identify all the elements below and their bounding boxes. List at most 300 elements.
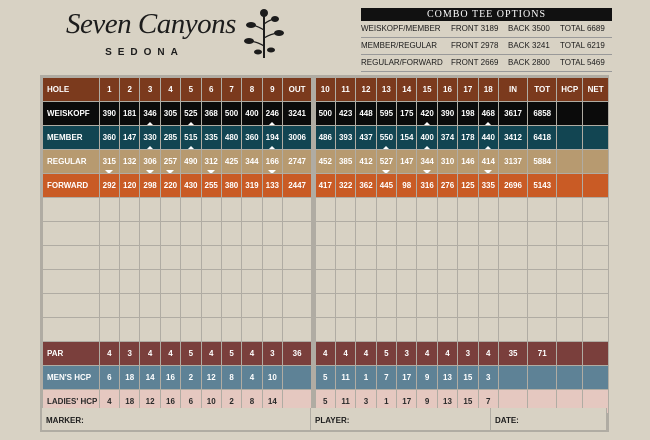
score-cell: 35 bbox=[499, 342, 527, 365]
score-cell[interactable] bbox=[263, 198, 282, 221]
score-cell[interactable] bbox=[100, 294, 119, 317]
score-cell[interactable] bbox=[283, 246, 311, 269]
score-cell: 147 bbox=[120, 126, 139, 149]
score-cell[interactable] bbox=[283, 270, 311, 293]
score-cell[interactable] bbox=[479, 318, 498, 341]
score-cell[interactable] bbox=[140, 318, 159, 341]
score-cell[interactable] bbox=[263, 270, 282, 293]
divider bbox=[312, 270, 314, 293]
score-cell[interactable] bbox=[242, 222, 261, 245]
score-cell: 4 bbox=[438, 342, 457, 365]
score-cell: 425 bbox=[222, 150, 241, 173]
score-cell: 8 bbox=[242, 78, 261, 101]
score-cell: 448 bbox=[356, 102, 375, 125]
score-cell[interactable] bbox=[202, 318, 221, 341]
score-cell[interactable] bbox=[417, 246, 436, 269]
score-cell: 4 bbox=[161, 342, 180, 365]
score-cell: 3 bbox=[479, 366, 498, 389]
score-cell: 2 bbox=[222, 390, 241, 413]
score-cell[interactable] bbox=[242, 246, 261, 269]
score-cell[interactable] bbox=[397, 198, 416, 221]
score-cell: 374 bbox=[438, 126, 457, 149]
logo bbox=[62, 8, 236, 64]
score-cell: 2696 bbox=[499, 174, 527, 197]
score-cell: 15 bbox=[417, 78, 436, 101]
score-cell: 390 bbox=[438, 102, 457, 125]
row-label[interactable] bbox=[43, 222, 99, 245]
score-cell: 246 bbox=[263, 102, 282, 125]
score-cell: 6418 bbox=[528, 126, 556, 149]
score-cell: 36 bbox=[283, 342, 311, 365]
score-cell[interactable] bbox=[499, 270, 527, 293]
score-cell[interactable] bbox=[356, 246, 375, 269]
hole-header-row bbox=[43, 78, 608, 101]
score-cell[interactable] bbox=[458, 246, 477, 269]
score-cell bbox=[557, 126, 582, 149]
score-cell[interactable] bbox=[283, 318, 311, 341]
marker-field[interactable]: MARKER: bbox=[42, 408, 311, 430]
score-cell: 5 bbox=[181, 78, 200, 101]
score-cell: 437 bbox=[356, 126, 375, 149]
score-cell: 7 bbox=[222, 78, 241, 101]
score-cell: 1 bbox=[356, 366, 375, 389]
score-cell[interactable] bbox=[528, 318, 556, 341]
divider bbox=[312, 318, 314, 341]
score-cell[interactable] bbox=[140, 198, 159, 221]
score-cell[interactable] bbox=[263, 246, 282, 269]
score-cell[interactable] bbox=[316, 294, 335, 317]
score-cell[interactable] bbox=[120, 198, 139, 221]
score-cell: 346 bbox=[140, 102, 159, 125]
score-cell[interactable] bbox=[356, 294, 375, 317]
score-cell: 2 bbox=[120, 78, 139, 101]
score-cell: 380 bbox=[222, 174, 241, 197]
score-cell[interactable] bbox=[161, 270, 180, 293]
score-cell[interactable] bbox=[140, 222, 159, 245]
score-cell: 132 bbox=[120, 150, 139, 173]
score-cell: 4 bbox=[161, 78, 180, 101]
score-cell[interactable] bbox=[438, 246, 457, 269]
score-cell[interactable] bbox=[479, 294, 498, 317]
score-cell[interactable] bbox=[161, 246, 180, 269]
score-cell[interactable] bbox=[242, 318, 261, 341]
score-cell[interactable] bbox=[100, 246, 119, 269]
combo-back: BACK 2800 bbox=[508, 58, 550, 67]
score-cell[interactable] bbox=[377, 318, 396, 341]
score-cell: 10 bbox=[316, 78, 335, 101]
scorecard-table bbox=[42, 77, 609, 414]
score-cell: 500 bbox=[316, 102, 335, 125]
score-cell[interactable] bbox=[181, 246, 200, 269]
score-cell[interactable] bbox=[336, 198, 355, 221]
row-label: LADIES' HCP bbox=[43, 390, 99, 413]
score-cell: 9 bbox=[417, 366, 436, 389]
score-cell: 452 bbox=[316, 150, 335, 173]
score-cell bbox=[583, 150, 608, 173]
score-cell bbox=[583, 342, 608, 365]
score-cell[interactable] bbox=[438, 318, 457, 341]
score-cell[interactable] bbox=[100, 318, 119, 341]
score-cell: 4 bbox=[316, 342, 335, 365]
row-label: REGULAR bbox=[43, 150, 99, 173]
tee-row bbox=[43, 174, 608, 197]
combo-name: REGULAR/FORWARD bbox=[361, 58, 443, 67]
score-cell[interactable] bbox=[583, 198, 608, 221]
score-cell[interactable] bbox=[263, 222, 282, 245]
score-cell: 14 bbox=[263, 390, 282, 413]
row-label: HOLE bbox=[43, 78, 99, 101]
score-cell[interactable] bbox=[120, 246, 139, 269]
score-cell[interactable] bbox=[458, 270, 477, 293]
score-cell[interactable] bbox=[397, 246, 416, 269]
score-cell: 166 bbox=[263, 150, 282, 173]
score-cell[interactable] bbox=[222, 294, 241, 317]
score-cell: 5 bbox=[316, 366, 335, 389]
score-cell[interactable] bbox=[458, 222, 477, 245]
row-label[interactable] bbox=[43, 246, 99, 269]
score-cell[interactable] bbox=[283, 198, 311, 221]
score-cell: 3137 bbox=[499, 150, 527, 173]
score-cell[interactable] bbox=[161, 318, 180, 341]
score-cell[interactable] bbox=[100, 198, 119, 221]
logo-subtitle: SEDONA bbox=[105, 47, 184, 58]
score-cell[interactable] bbox=[336, 294, 355, 317]
date-field[interactable]: DATE: bbox=[491, 408, 607, 430]
score-cell: 525 bbox=[181, 102, 200, 125]
score-cell: 12 bbox=[140, 390, 159, 413]
score-cell: 4 bbox=[417, 342, 436, 365]
score-cell[interactable] bbox=[397, 294, 416, 317]
score-cell[interactable] bbox=[356, 222, 375, 245]
score-cell: TOT bbox=[528, 78, 556, 101]
score-cell[interactable] bbox=[263, 294, 282, 317]
score-cell[interactable] bbox=[528, 222, 556, 245]
score-cell[interactable] bbox=[557, 198, 582, 221]
score-cell: 120 bbox=[120, 174, 139, 197]
score-cell: 71 bbox=[528, 342, 556, 365]
score-cell[interactable] bbox=[316, 198, 335, 221]
score-cell[interactable] bbox=[316, 318, 335, 341]
score-cell[interactable] bbox=[499, 222, 527, 245]
score-cell[interactable] bbox=[181, 294, 200, 317]
score-cell: 276 bbox=[438, 174, 457, 197]
combo-front: FRONT 3189 bbox=[451, 24, 499, 33]
score-cell bbox=[583, 366, 608, 389]
score-cell: 4 bbox=[242, 342, 261, 365]
score-cell[interactable] bbox=[583, 222, 608, 245]
score-cell[interactable] bbox=[583, 318, 608, 341]
score-cell[interactable] bbox=[377, 222, 396, 245]
score-cell: 368 bbox=[202, 102, 221, 125]
score-cell[interactable] bbox=[202, 294, 221, 317]
score-cell[interactable] bbox=[458, 198, 477, 221]
score-cell: 178 bbox=[458, 126, 477, 149]
score-cell: 5 bbox=[316, 390, 335, 413]
score-cell[interactable] bbox=[120, 318, 139, 341]
score-cell: 133 bbox=[263, 174, 282, 197]
score-cell[interactable] bbox=[120, 270, 139, 293]
score-cell: 315 bbox=[100, 150, 119, 173]
score-cell[interactable] bbox=[222, 198, 241, 221]
score-cell bbox=[583, 174, 608, 197]
row-label[interactable] bbox=[43, 198, 99, 221]
score-cell: 6 bbox=[202, 78, 221, 101]
score-cell: 9 bbox=[263, 78, 282, 101]
score-cell[interactable] bbox=[417, 222, 436, 245]
score-cell bbox=[283, 366, 311, 389]
score-cell[interactable] bbox=[100, 222, 119, 245]
score-cell: 527 bbox=[377, 150, 396, 173]
divider bbox=[312, 102, 314, 125]
score-cell[interactable] bbox=[161, 294, 180, 317]
combo-row bbox=[361, 55, 612, 72]
score-cell: 8 bbox=[222, 366, 241, 389]
score-cell: 344 bbox=[242, 150, 261, 173]
score-cell: 362 bbox=[356, 174, 375, 197]
score-cell[interactable] bbox=[356, 318, 375, 341]
score-cell[interactable] bbox=[528, 198, 556, 221]
score-cell: 480 bbox=[222, 126, 241, 149]
row-label: MEN'S HCP bbox=[43, 366, 99, 389]
score-cell: 11 bbox=[336, 390, 355, 413]
score-cell: 11 bbox=[336, 366, 355, 389]
score-entry-row bbox=[43, 270, 608, 293]
score-cell[interactable] bbox=[242, 198, 261, 221]
score-cell: 360 bbox=[100, 126, 119, 149]
score-cell: 14 bbox=[397, 78, 416, 101]
score-cell: 13 bbox=[438, 390, 457, 413]
score-cell: 4 bbox=[479, 342, 498, 365]
score-cell: 393 bbox=[336, 126, 355, 149]
score-cell: HCP bbox=[557, 78, 582, 101]
score-cell[interactable] bbox=[222, 222, 241, 245]
score-cell[interactable] bbox=[336, 318, 355, 341]
score-cell[interactable] bbox=[263, 318, 282, 341]
score-cell[interactable] bbox=[417, 198, 436, 221]
score-cell[interactable] bbox=[316, 222, 335, 245]
combo-back: BACK 3241 bbox=[508, 41, 550, 50]
score-cell[interactable] bbox=[438, 294, 457, 317]
score-cell[interactable] bbox=[438, 198, 457, 221]
score-cell[interactable] bbox=[479, 198, 498, 221]
score-cell: 3 bbox=[263, 342, 282, 365]
score-cell[interactable] bbox=[336, 270, 355, 293]
score-cell: 285 bbox=[161, 126, 180, 149]
score-cell[interactable] bbox=[202, 198, 221, 221]
score-cell[interactable] bbox=[438, 222, 457, 245]
score-cell[interactable] bbox=[557, 270, 582, 293]
score-cell: 14 bbox=[140, 366, 159, 389]
row-label[interactable] bbox=[43, 294, 99, 317]
score-cell bbox=[499, 366, 527, 389]
score-cell: 125 bbox=[458, 174, 477, 197]
score-cell[interactable] bbox=[377, 270, 396, 293]
score-cell[interactable] bbox=[181, 270, 200, 293]
score-cell bbox=[583, 126, 608, 149]
score-cell[interactable] bbox=[202, 222, 221, 245]
tree-icon bbox=[240, 8, 288, 58]
score-cell[interactable] bbox=[557, 294, 582, 317]
score-cell[interactable] bbox=[316, 246, 335, 269]
score-cell bbox=[557, 342, 582, 365]
score-cell: 550 bbox=[377, 126, 396, 149]
score-cell[interactable] bbox=[479, 270, 498, 293]
score-cell: 4 bbox=[356, 342, 375, 365]
score-cell: 5 bbox=[222, 342, 241, 365]
score-cell: 12 bbox=[202, 366, 221, 389]
score-cell[interactable] bbox=[202, 270, 221, 293]
score-cell: 330 bbox=[140, 126, 159, 149]
score-cell[interactable] bbox=[356, 270, 375, 293]
score-cell[interactable] bbox=[417, 294, 436, 317]
score-cell[interactable] bbox=[499, 294, 527, 317]
score-cell: 490 bbox=[181, 150, 200, 173]
score-cell[interactable] bbox=[140, 294, 159, 317]
row-label[interactable] bbox=[43, 270, 99, 293]
score-cell: 3241 bbox=[283, 102, 311, 125]
score-cell[interactable] bbox=[397, 270, 416, 293]
score-cell[interactable] bbox=[458, 318, 477, 341]
score-cell: 335 bbox=[202, 126, 221, 149]
score-cell[interactable] bbox=[100, 270, 119, 293]
score-cell: 3 bbox=[356, 390, 375, 413]
score-cell[interactable] bbox=[499, 198, 527, 221]
score-cell: 5 bbox=[181, 342, 200, 365]
score-cell[interactable] bbox=[397, 222, 416, 245]
score-cell[interactable] bbox=[356, 198, 375, 221]
score-cell: 98 bbox=[397, 174, 416, 197]
score-cell bbox=[557, 150, 582, 173]
score-cell: 390 bbox=[100, 102, 119, 125]
score-cell[interactable] bbox=[202, 246, 221, 269]
divider bbox=[312, 150, 314, 173]
score-cell: 3 bbox=[140, 78, 159, 101]
score-cell[interactable] bbox=[222, 270, 241, 293]
score-cell[interactable] bbox=[458, 294, 477, 317]
score-cell bbox=[528, 366, 556, 389]
divider bbox=[312, 78, 314, 101]
score-cell[interactable] bbox=[499, 246, 527, 269]
score-cell[interactable] bbox=[528, 294, 556, 317]
score-cell[interactable] bbox=[377, 246, 396, 269]
score-cell[interactable] bbox=[417, 318, 436, 341]
logo-name: Seven Canyons bbox=[66, 8, 236, 40]
score-cell: 468 bbox=[479, 102, 498, 125]
score-cell[interactable] bbox=[161, 198, 180, 221]
score-cell: 305 bbox=[161, 102, 180, 125]
score-cell: 147 bbox=[397, 150, 416, 173]
score-cell[interactable] bbox=[336, 222, 355, 245]
score-cell: 486 bbox=[316, 126, 335, 149]
score-cell: 385 bbox=[336, 150, 355, 173]
score-cell: 3006 bbox=[283, 126, 311, 149]
divider bbox=[312, 246, 314, 269]
combo-front: FRONT 2669 bbox=[451, 58, 499, 67]
score-cell: 500 bbox=[222, 102, 241, 125]
row-label[interactable] bbox=[43, 318, 99, 341]
score-cell[interactable] bbox=[397, 318, 416, 341]
score-cell: 6858 bbox=[528, 102, 556, 125]
score-cell[interactable] bbox=[316, 270, 335, 293]
score-cell[interactable] bbox=[377, 198, 396, 221]
score-cell[interactable] bbox=[181, 318, 200, 341]
score-cell: 15 bbox=[458, 366, 477, 389]
score-cell: 420 bbox=[417, 102, 436, 125]
score-cell: 13 bbox=[438, 366, 457, 389]
score-cell: 5884 bbox=[528, 150, 556, 173]
score-cell: 515 bbox=[181, 126, 200, 149]
score-cell: 3412 bbox=[499, 126, 527, 149]
score-cell[interactable] bbox=[417, 270, 436, 293]
score-cell[interactable] bbox=[499, 318, 527, 341]
score-cell[interactable] bbox=[222, 318, 241, 341]
score-cell: IN bbox=[499, 78, 527, 101]
player-field[interactable]: PLAYER: bbox=[311, 408, 491, 430]
score-cell[interactable] bbox=[479, 246, 498, 269]
combo-total: TOTAL 5469 bbox=[560, 58, 605, 67]
score-cell: 1 bbox=[377, 390, 396, 413]
score-cell: 194 bbox=[263, 126, 282, 149]
score-cell[interactable] bbox=[222, 246, 241, 269]
score-cell[interactable] bbox=[120, 222, 139, 245]
score-cell[interactable] bbox=[557, 318, 582, 341]
score-cell[interactable] bbox=[583, 246, 608, 269]
score-cell bbox=[583, 102, 608, 125]
score-cell[interactable] bbox=[528, 246, 556, 269]
score-cell: 12 bbox=[356, 78, 375, 101]
score-cell[interactable] bbox=[140, 246, 159, 269]
score-cell[interactable] bbox=[161, 222, 180, 245]
score-cell[interactable] bbox=[557, 222, 582, 245]
score-cell[interactable] bbox=[336, 246, 355, 269]
score-cell[interactable] bbox=[181, 198, 200, 221]
score-cell[interactable] bbox=[242, 294, 261, 317]
score-cell[interactable] bbox=[181, 222, 200, 245]
score-cell[interactable] bbox=[283, 222, 311, 245]
score-cell: 3 bbox=[120, 342, 139, 365]
mens-hcp-row bbox=[43, 366, 608, 389]
par-row bbox=[43, 342, 608, 365]
score-cell: 595 bbox=[377, 102, 396, 125]
score-cell: 4 bbox=[242, 366, 261, 389]
score-cell: 4 bbox=[202, 342, 221, 365]
combo-back: BACK 3500 bbox=[508, 24, 550, 33]
score-cell: 154 bbox=[397, 126, 416, 149]
score-cell: 360 bbox=[242, 126, 261, 149]
score-cell[interactable] bbox=[583, 294, 608, 317]
score-cell[interactable] bbox=[479, 222, 498, 245]
score-cell[interactable] bbox=[242, 270, 261, 293]
score-cell[interactable] bbox=[120, 294, 139, 317]
score-cell[interactable] bbox=[283, 294, 311, 317]
score-cell: 10 bbox=[263, 366, 282, 389]
score-cell: 423 bbox=[336, 102, 355, 125]
score-cell: OUT bbox=[283, 78, 311, 101]
score-cell: 6 bbox=[100, 366, 119, 389]
score-cell[interactable] bbox=[557, 246, 582, 269]
score-cell: 322 bbox=[336, 174, 355, 197]
score-cell[interactable] bbox=[377, 294, 396, 317]
score-cell[interactable] bbox=[438, 270, 457, 293]
score-cell: 16 bbox=[161, 390, 180, 413]
score-cell: 181 bbox=[120, 102, 139, 125]
score-cell: 5143 bbox=[528, 174, 556, 197]
score-cell[interactable] bbox=[528, 270, 556, 293]
score-cell: 335 bbox=[479, 174, 498, 197]
score-cell: 18 bbox=[479, 78, 498, 101]
score-cell[interactable] bbox=[583, 270, 608, 293]
score-cell[interactable] bbox=[140, 270, 159, 293]
